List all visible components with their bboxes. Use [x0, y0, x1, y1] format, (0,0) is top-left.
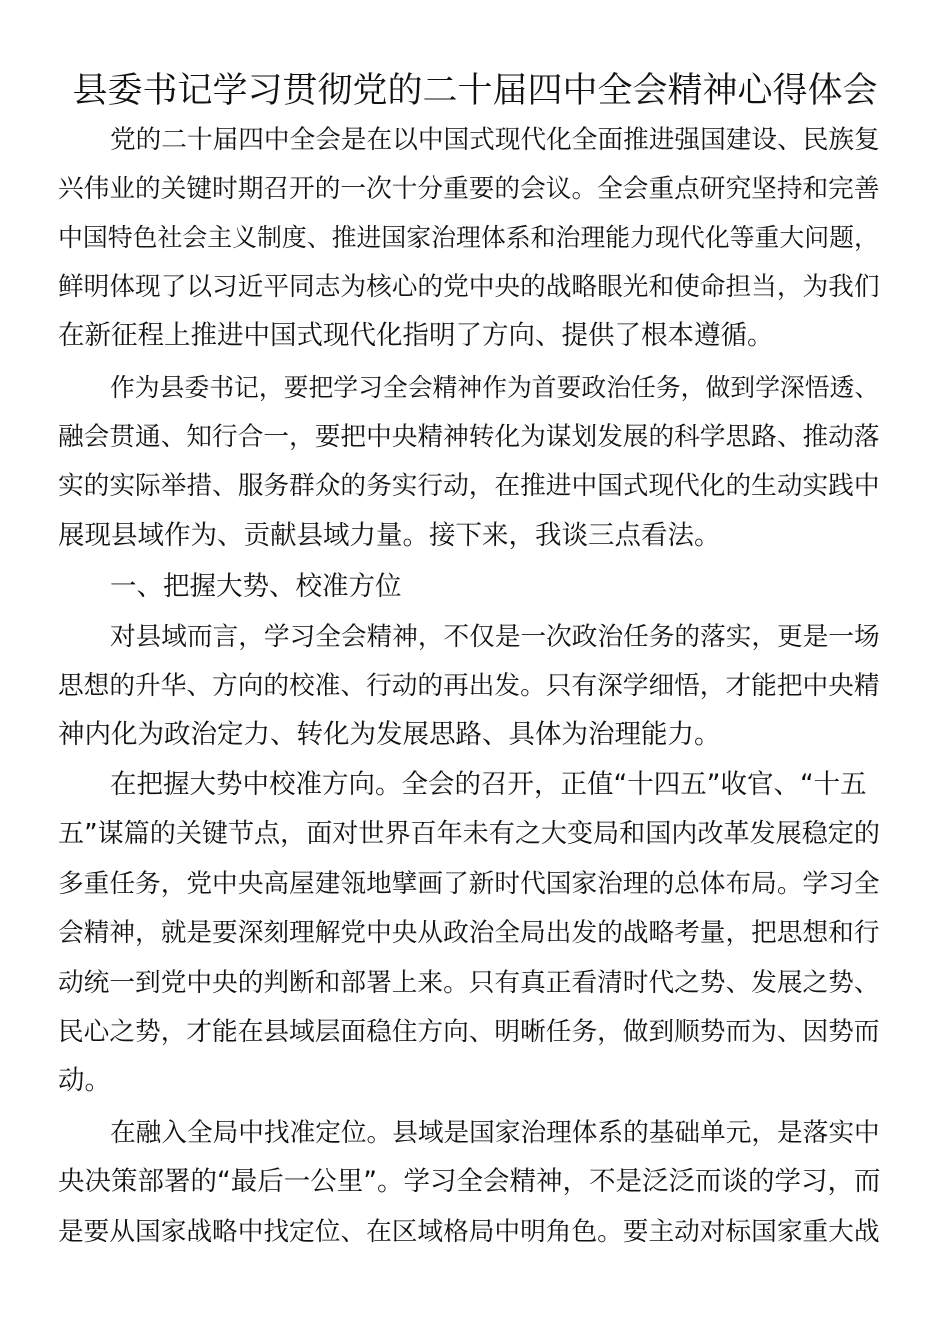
text-line: 神内化为政治定力、转化为发展思路、具体为治理能力。	[58, 719, 721, 750]
text-line: 在融入全局中找准定位。县域是国家治理体系的基础单元，是落实中	[110, 1118, 880, 1148]
text-line: 五”谋篇的关键节点，面对世界百年未有之大变局和国内改革发展稳定的	[58, 819, 880, 849]
text-line: 动。	[58, 1065, 111, 1096]
document-title: 县委书记学习贯彻党的二十届四中全会精神心得体会	[72, 71, 878, 111]
text-line: 中国特色社会主义制度、推进国家治理体系和治理能力现代化等重大问题，	[58, 223, 879, 252]
text-line: 鲜明体现了以习近平同志为核心的党中央的战略眼光和使命担当，为我们	[58, 272, 880, 302]
text-line: 是要从国家战略中找定位、在区域格局中明角色。要主动对标国家重大战	[58, 1217, 880, 1247]
text-line: 融会贯通、知行合一，要把中央精神转化为谋划发展的科学思路、推动落	[58, 422, 880, 452]
text-line: 会精神，就是要深刻理解党中央从政治全局出发的战略考量，把思想和行	[58, 918, 880, 948]
text-line: 作为县委书记，要把学习全会精神作为首要政治任务，做到学深悟透、	[110, 373, 880, 402]
text-line: 对县域而言，学习全会精神，不仅是一次政治任务的落实，更是一场	[110, 622, 880, 652]
text-line: 在把握大势中校准方向。全会的召开，正值“十四五”收官、“十五	[110, 769, 867, 800]
text-line: 展现县域作为、贡献县域力量。接下来，我谈三点看法。	[58, 520, 721, 551]
text-line: 兴伟业的关键时期召开的一次十分重要的会议。全会重点研究坚持和完善	[58, 174, 880, 204]
text-line: 实的实际举措、服务群众的务实行动，在推进中国式现代化的生动实践中	[58, 471, 880, 501]
text-line: 动统一到党中央的判断和部署上来。只有真正看清时代之势、发展之势、	[58, 968, 880, 998]
text-line: 民心之势，才能在县域层面稳住方向、明晰任务，做到顺势而为、因势而	[58, 1017, 880, 1047]
text-line: 党的二十届四中全会是在以中国式现代化全面推进强国建设、民族复	[110, 125, 880, 155]
section-heading: 一、把握大势、校准方位	[110, 571, 402, 602]
text-line: 思想的升华、方向的校准、行动的再出发。只有深学细悟，才能把中央精	[58, 671, 880, 701]
text-line: 央决策部署的“最后一公里”。学习全会精神，不是泛泛而谈的学习，而	[58, 1166, 881, 1197]
text-line: 在新征程上推进中国式现代化指明了方向、提供了根本遵循。	[58, 320, 774, 351]
text-line: 多重任务，党中央高屋建瓴地擘画了新时代国家治理的总体布局。学习全	[58, 869, 880, 899]
